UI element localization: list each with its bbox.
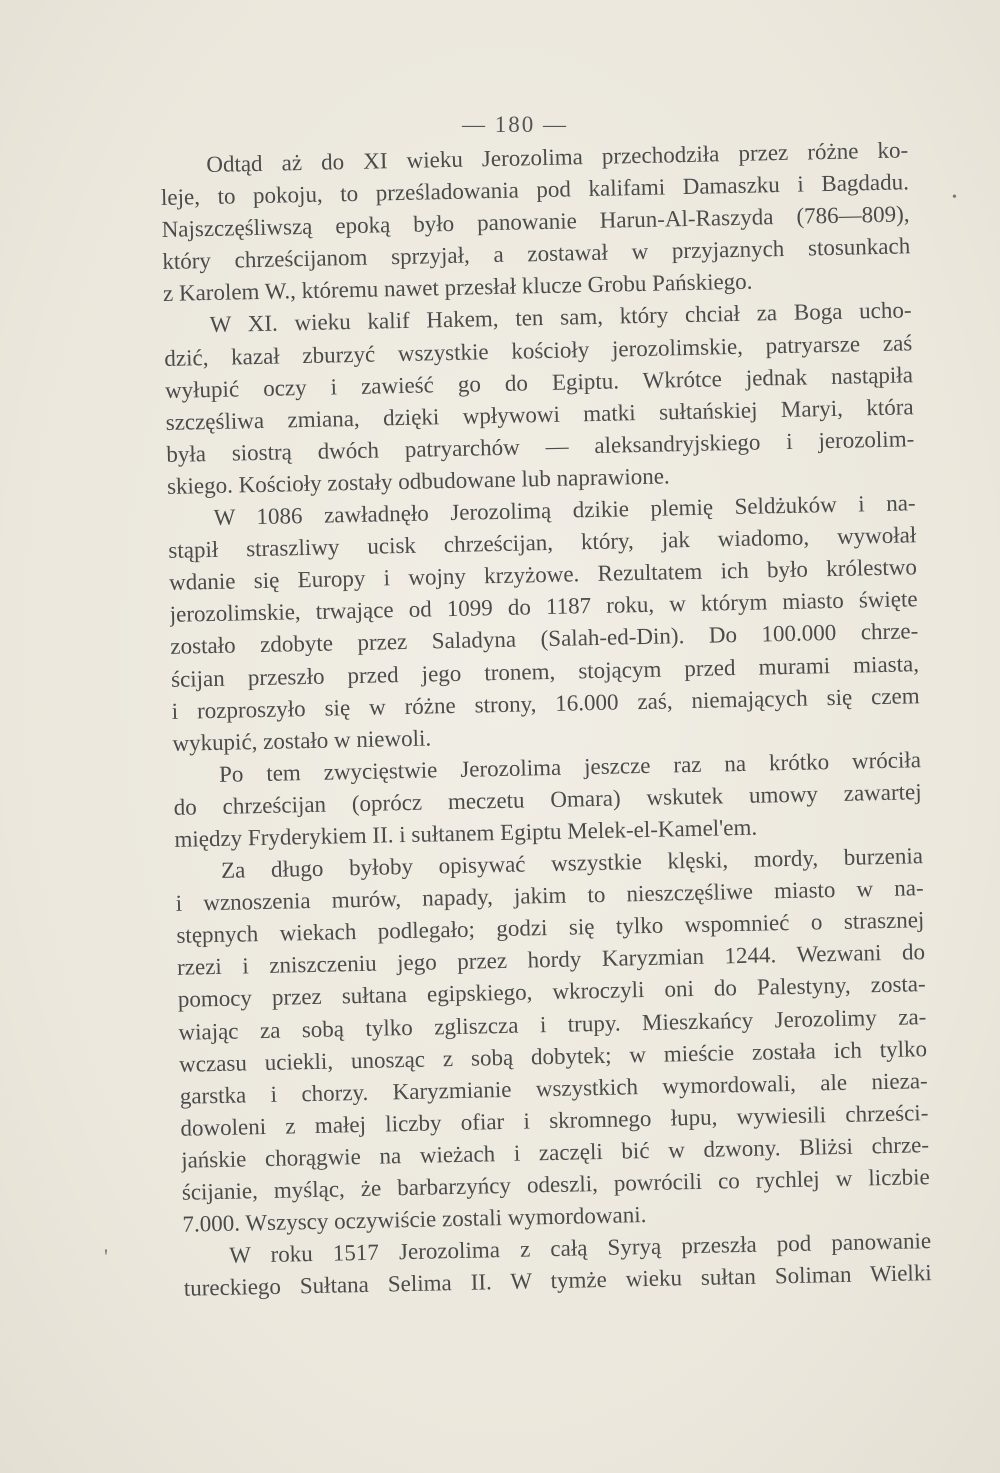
text-line: garstka i chorzy. Karyzmianie wszystkich wymordowali, ale nieza-: [179, 1067, 928, 1109]
text-line: jerozolimskie, trwające od 1099 do 1187 roku, w którym miasto święte: [169, 586, 918, 628]
text-line: Najszczęśliwszą epoką było panowanie Harun-Al-Raszyda (786—809),: [161, 201, 910, 243]
text-line: jańskie chorągwie na wieżach i zaczęli bić w dzwony. Bliżsi chrze-: [180, 1132, 930, 1173]
text-line: dowoleni z małej liczby ofiar i skromnego łupu, wywiesili chrześci-: [180, 1099, 929, 1141]
text-line: leje, to pokoju, to prześladowania pod kalifami Damaszku i Bagdadu.: [160, 169, 910, 211]
text-line: W roku 1517 Jerozolima z całą Syryą przeszła pod panowanie: [228, 1228, 932, 1268]
text-line: tureckiego Sułtana Selima II. W tymże wieku sułtan Soliman Wielki: [183, 1260, 932, 1302]
text-line: Po tem zwycięstwie Jerozolima jeszcze raz na krótko wróciła: [218, 746, 922, 787]
text-line: W 1086 zawładnęło Jerozolimą dzikie plemię Seldżuków i na-: [213, 490, 916, 530]
text-line: zostało zdobyte przez Saladyna (Salah-ed-Din). Do 100.000 chrze-: [170, 618, 919, 660]
text-line: stąpił straszliwy ucisk chrześcijan, który, jak wiadomo, wywołał: [168, 522, 917, 564]
text-line: rzezi i zniszczeniu jego przez hordy Karyzmian 1244. Wezwani do: [176, 939, 926, 981]
text-line: wykupić, zostało w niewoli.: [172, 725, 432, 756]
text-line: i wznoszenia murów, napady, jakim to nieszczęśliwe miasto w na-: [175, 875, 924, 916]
text-line: do chrześcijan (oprócz meczetu Omara) wskutek umowy zawartej: [173, 779, 922, 820]
margin-mark-left: ': [104, 1244, 108, 1269]
text-line: 7.000. Wszyscy oczywiście zostali wymordowani.: [182, 1202, 647, 1237]
text-line: ścijanie, myśląc, że barbarzyńcy odeszli, powrócili co rychlej w liczbie: [181, 1164, 930, 1205]
text-line: skiego. Kościoły zostały odbudowane lub naprawione.: [166, 463, 670, 499]
text-line: z Karolem W., któremu nawet przesłał klucze Grobu Pańskiego.: [162, 268, 753, 307]
text-line: wdanie się Europy i wojny krzyżowe. Rezultatem ich było królestwo: [168, 554, 918, 596]
text-line: i rozproszyło się w różne strony, 16.000 zaś, niemających się czem: [171, 682, 920, 724]
page-number: — 180 —: [462, 112, 568, 137]
text-line: wczasu uciekli, unosząc z sobą dobytek; w mieście została ich tylko: [178, 1035, 928, 1077]
text-line: pomocy przez sułtana egipskiego, wkroczyli oni do Palestyny, zosta-: [177, 971, 926, 1013]
body-text: [160, 134, 932, 1305]
text-line: ścijan przeszło przed jego tronem, stojącym przed murami miasta,: [170, 650, 920, 692]
text-line: stępnych wiekach podlegało; godzi się tylko wspomnieć o strasznej: [176, 907, 925, 949]
text-line: wiając za sobą tylko zgliszcza i trupy. Mieszkańcy Jerozolimy za-: [178, 1003, 927, 1045]
margin-mark-right: •: [952, 190, 957, 205]
text-line: między Fryderykiem II. i sułtanem Egiptu Melek-el-Kamel'em.: [174, 814, 758, 852]
text-line: szczęśliwa zmiana, dzięki wpływowi matki sułtańskiej Maryi, która: [165, 394, 914, 435]
text-line: Za długo byłoby opisywać wszystkie klęski, mordy, burzenia: [220, 843, 924, 883]
text-line: dzić, kazał zburzyć wszystkie kościoły jerozolimskie, patryarsze zaś: [164, 329, 913, 371]
text-line: który chrześcijanom sprzyjał, a zostawał w przyjaznych stosunkach: [162, 233, 911, 275]
text-line: W XI. wieku kalif Hakem, ten sam, który chciał za Boga ucho-: [209, 297, 912, 338]
text-line: Odtąd aż do XI wieku Jerozolima przechodziła przez różne ko-: [206, 137, 909, 178]
text-line: była siostrą dwóch patryarchów — aleksandryjskiego i jerozolim-: [166, 426, 915, 467]
text-line: wyłupić oczy i zawieść go do Egiptu. Wkrótce jednak nastąpiła: [164, 361, 914, 403]
